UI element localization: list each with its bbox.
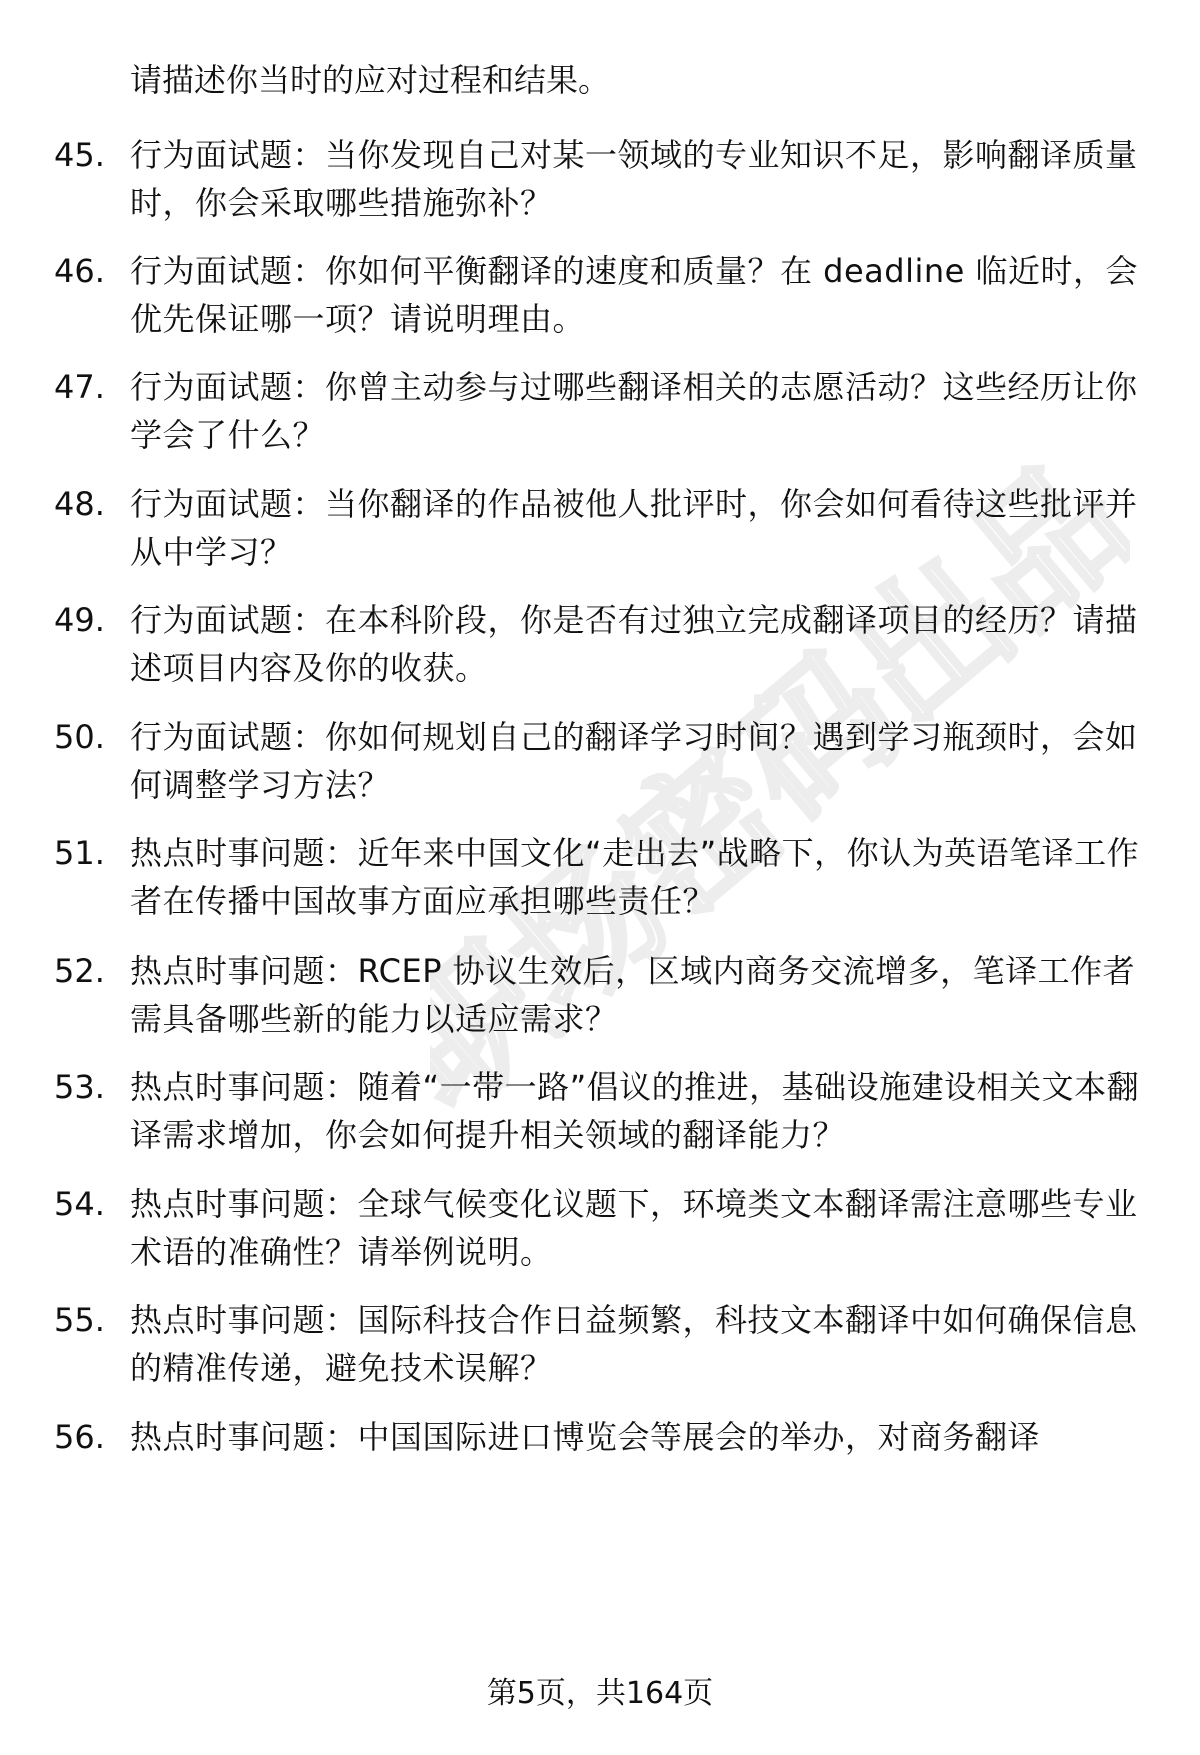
question-text: 热点时事问题：近年来中国文化“走出去”战略下，你认为英语笔译工作者在传播中国故事方面应承担哪些责任？ <box>130 834 1140 920</box>
question-text: 行为面试题：当你翻译的作品被他人批评时，你会如何看待这些批评并从中学习？ <box>130 485 1138 571</box>
page-footer: 第5页，共164页 <box>486 1676 714 1711</box>
question-number: 53. <box>54 1068 105 1106</box>
question-text: 热点时事问题：国际科技合作日益频繁，科技文本翻译中如何确保信息的精准传递，避免技术误解？ <box>130 1301 1138 1387</box>
question-number: 56. <box>54 1418 105 1456</box>
question-number: 51. <box>54 834 105 872</box>
question-text: 行为面试题：你如何平衡翻译的速度和质量？在 deadline 临近时，会优先保证哪一项？请说明理由。 <box>130 252 1139 338</box>
question-number: 47. <box>54 368 105 406</box>
question-text: 热点时事问题：RCEP 协议生效后，区域内商务交流增多，笔译工作者需具备哪些新的能力以适应需求？ <box>130 952 1136 1038</box>
question-text: 行为面试题：你如何规划自己的翻译学习时间？遇到学习瓶颈时，会如何调整学习方法？ <box>130 718 1138 804</box>
question-text: 行为面试题：你曾主动参与过哪些翻译相关的志愿活动？这些经历让你学会了什么？ <box>130 368 1138 454</box>
question-text: 行为面试题：当你发现自己对某一领域的专业知识不足，影响翻译质量时，你会采取哪些措施弥补？ <box>130 136 1138 222</box>
question-text: 行为面试题：在本科阶段，你是否有过独立完成翻译项目的经历？请描述项目内容及你的收获。 <box>130 601 1138 687</box>
question-number: 50. <box>54 718 105 756</box>
question-number: 55. <box>54 1301 105 1339</box>
continuation-text: 请描述你当时的应对过程和结果。 <box>130 61 611 99</box>
question-number: 48. <box>54 485 105 523</box>
svg-text:职场密码出品: 职场密码出品 <box>430 430 1130 1143</box>
question-text: 热点时事问题：随着“一带一路”倡议的推进，基础设施建设相关文本翻译需求增加，你会如何提升相关领域的翻译能力？ <box>130 1068 1140 1154</box>
question-number: 45. <box>54 136 105 174</box>
question-text: 热点时事问题：全球气候变化议题下，环境类文本翻译需注意哪些专业术语的准确性？请举例说明。 <box>130 1185 1138 1271</box>
question-text: 热点时事问题：中国国际进口博览会等展会的举办，对商务翻译 <box>130 1418 1041 1456</box>
question-number: 46. <box>54 252 105 290</box>
question-number: 49. <box>54 601 105 639</box>
question-number: 54. <box>54 1185 105 1223</box>
question-number: 52. <box>54 952 105 990</box>
